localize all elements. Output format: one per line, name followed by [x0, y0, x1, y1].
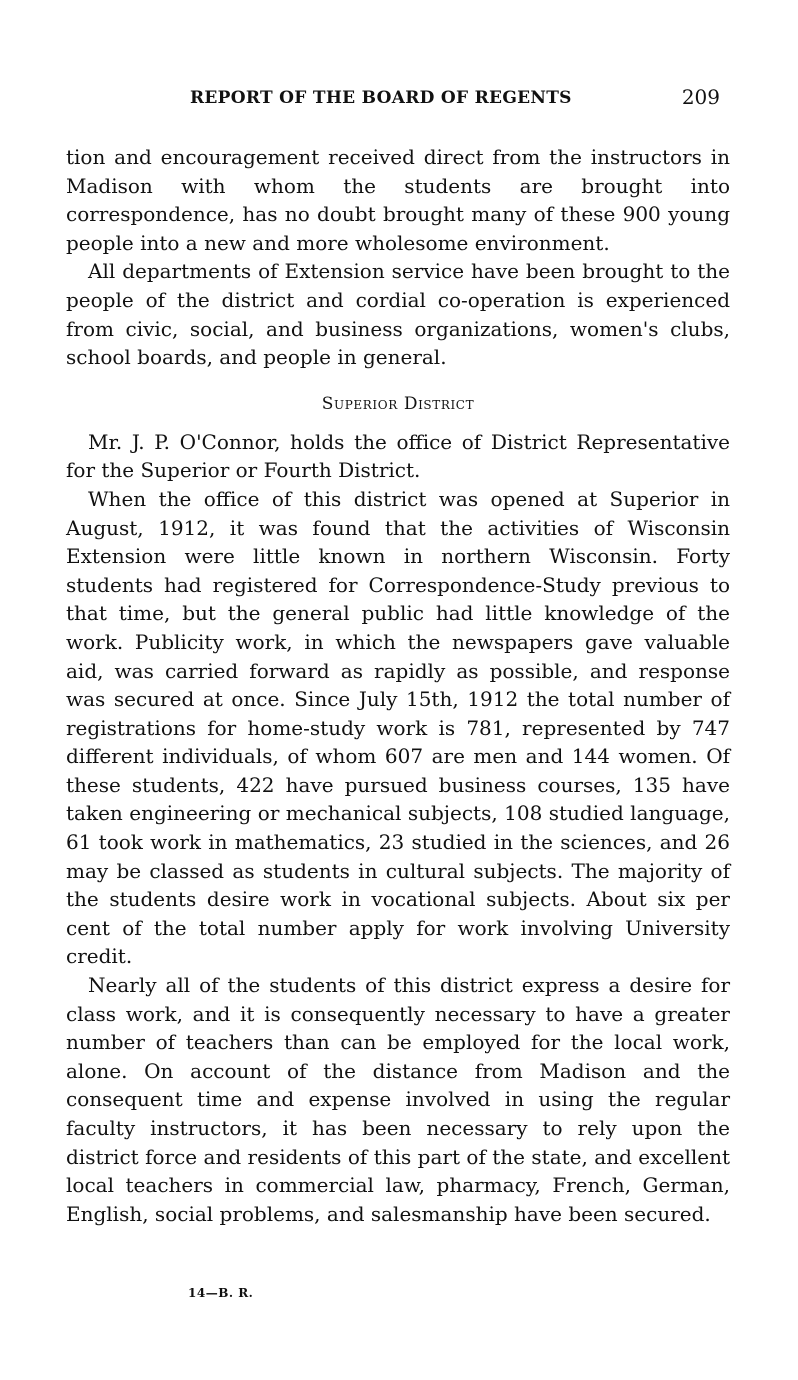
paragraph-office-opened: When the office of this district was opened at Superior in August, 1912, it was found that the activities of Wisconsin Extension were little known in northern Wisconsin. Forty students had registered for Correspondence-Study previous to that time, but the general public had little knowledge of the work. Publicity work, in which the newspapers gave valuable aid, was carried forward as rapidly as possible, and response was secured at once. Since July 15th, 1912 the total number of registrations for home-study work is 781, represented by 747 different individuals, of whom 607 are men and 144 women. Of these students, 422 have pursued business courses, 135 have taken engineering or mechanical subjects, 108 studied language, 61 took work in mathematics, 23 studied in the sciences, and 26 may be classed as students in cultural subjects. The majority of the students desire work in vocational subjects. About six per cent of the total number apply for work involving University credit. — [66, 486, 730, 969]
running-header — [190, 85, 720, 118]
paragraph-class-work: Nearly all of the students of this district express a desire for class work, and it is consequently necessary to have a greater number of teachers than can be employed for the local work, alone. On account of the distance from Madison and the consequent time and expense involved in using the regular faculty instructors, it has been necessary to rely upon the district force and residents of this part of the state, and excellent local teachers in commercial law, pharmacy, French, German, English, social problems, and salesmanship have been secured. — [66, 973, 730, 1226]
paragraph-continuation: tion and encouragement received direct from the instructors in Madison with whom the students are brought into correspondence, has no doubt brought many of these 900 young people into a new and more wholesome environment. — [66, 145, 730, 255]
running-title: REPORT OF THE BOARD OF REGENTS — [190, 88, 572, 108]
paragraph-representative: Mr. J. P. O'Connor, holds the office of District Representative for the Superior or Fourth District. — [66, 429, 730, 483]
body-text — [66, 143, 730, 1228]
page-number: 209 — [681, 85, 720, 109]
signature-mark: 14—B. R. — [188, 1286, 254, 1300]
section-heading: Superior District — [321, 393, 475, 414]
paragraph-extension-service: All departments of Extension service have been brought to the people of the district and cordial co-operation is experienced from civic, social, and business organizations, women's clubs, school boards, and people in general. — [66, 259, 730, 370]
